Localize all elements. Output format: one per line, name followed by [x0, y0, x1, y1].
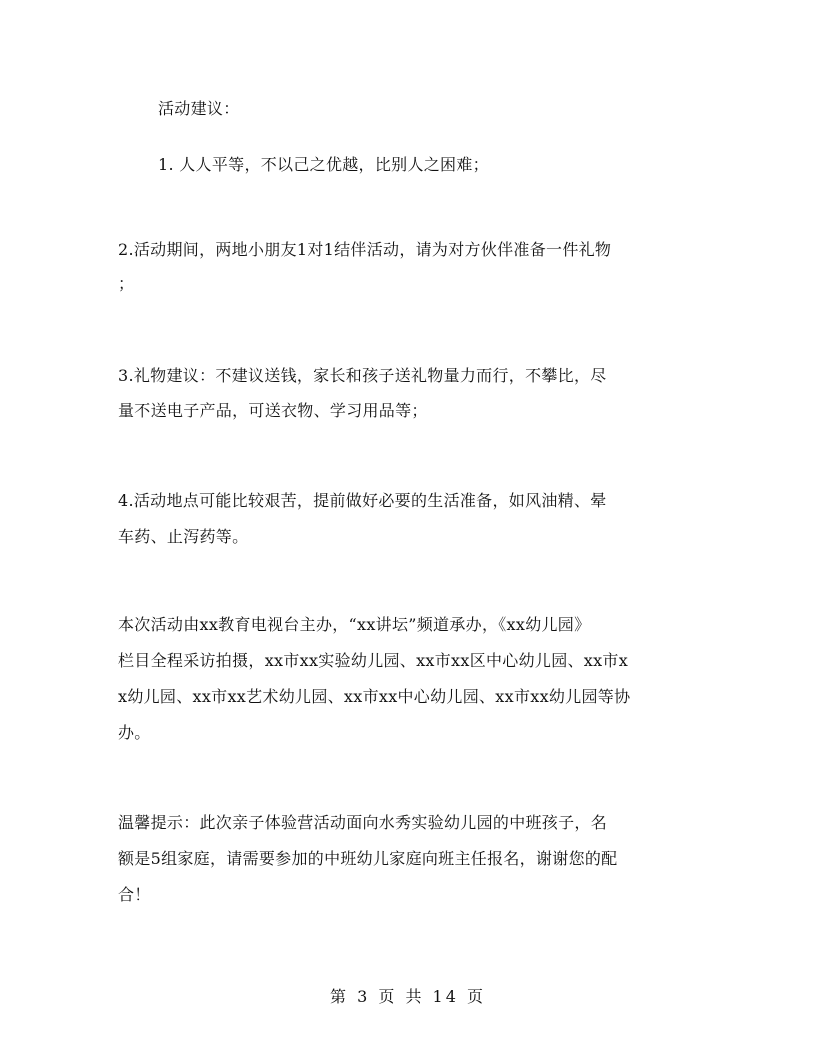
suggestion-item-2-line-2: ； [118, 274, 135, 293]
suggestion-item-4-line-1: 4.活动地点可能比较艰苦，提前做好必要的生活准备，如风油精、晕 [118, 491, 607, 510]
page-number-footer: 第 3 页 共 14 页 [330, 987, 486, 1006]
suggestion-item-3-line-2: 量不送电子产品，可送衣物、学习用品等； [118, 401, 428, 420]
suggestion-item-1: 1. 人人平等，不以己之优越，比别人之困难； [158, 155, 489, 174]
suggestion-item-4-line-2: 车药、止泻药等。 [118, 527, 249, 546]
suggestion-item-3-line-1: 3.礼物建议：不建议送钱，家长和孩子送礼物量力而行，不攀比，尽 [118, 366, 607, 385]
suggestion-item-2-line-1: 2.活动期间，两地小朋友1对1结伴活动，请为对方伙伴准备一件礼物 [118, 240, 612, 259]
organizers-line-3: x幼儿园、xx市xx艺术幼儿园、xx市xx中心幼儿园、xx市xx幼儿园等协 [118, 687, 631, 706]
organizers-line-1: 本次活动由xx教育电视台主办，“xx讲坛”频道承办，《xx幼儿园》 [118, 615, 591, 634]
reminder-line-3: 合！ [118, 885, 151, 904]
organizers-line-2: 栏目全程采访拍摄，xx市xx实验幼儿园、xx市xx区中心幼儿园、xx市x [118, 651, 629, 670]
reminder-line-2: 额是5组家庭，请需要参加的中班幼儿家庭向班主任报名，谢谢您的配 [118, 849, 618, 868]
suggestions-heading: 活动建议： [158, 99, 240, 118]
reminder-line-1: 温馨提示：此次亲子体验营活动面向水秀实验幼儿园的中班孩子，名 [118, 813, 608, 832]
organizers-line-4: 办。 [118, 723, 151, 742]
